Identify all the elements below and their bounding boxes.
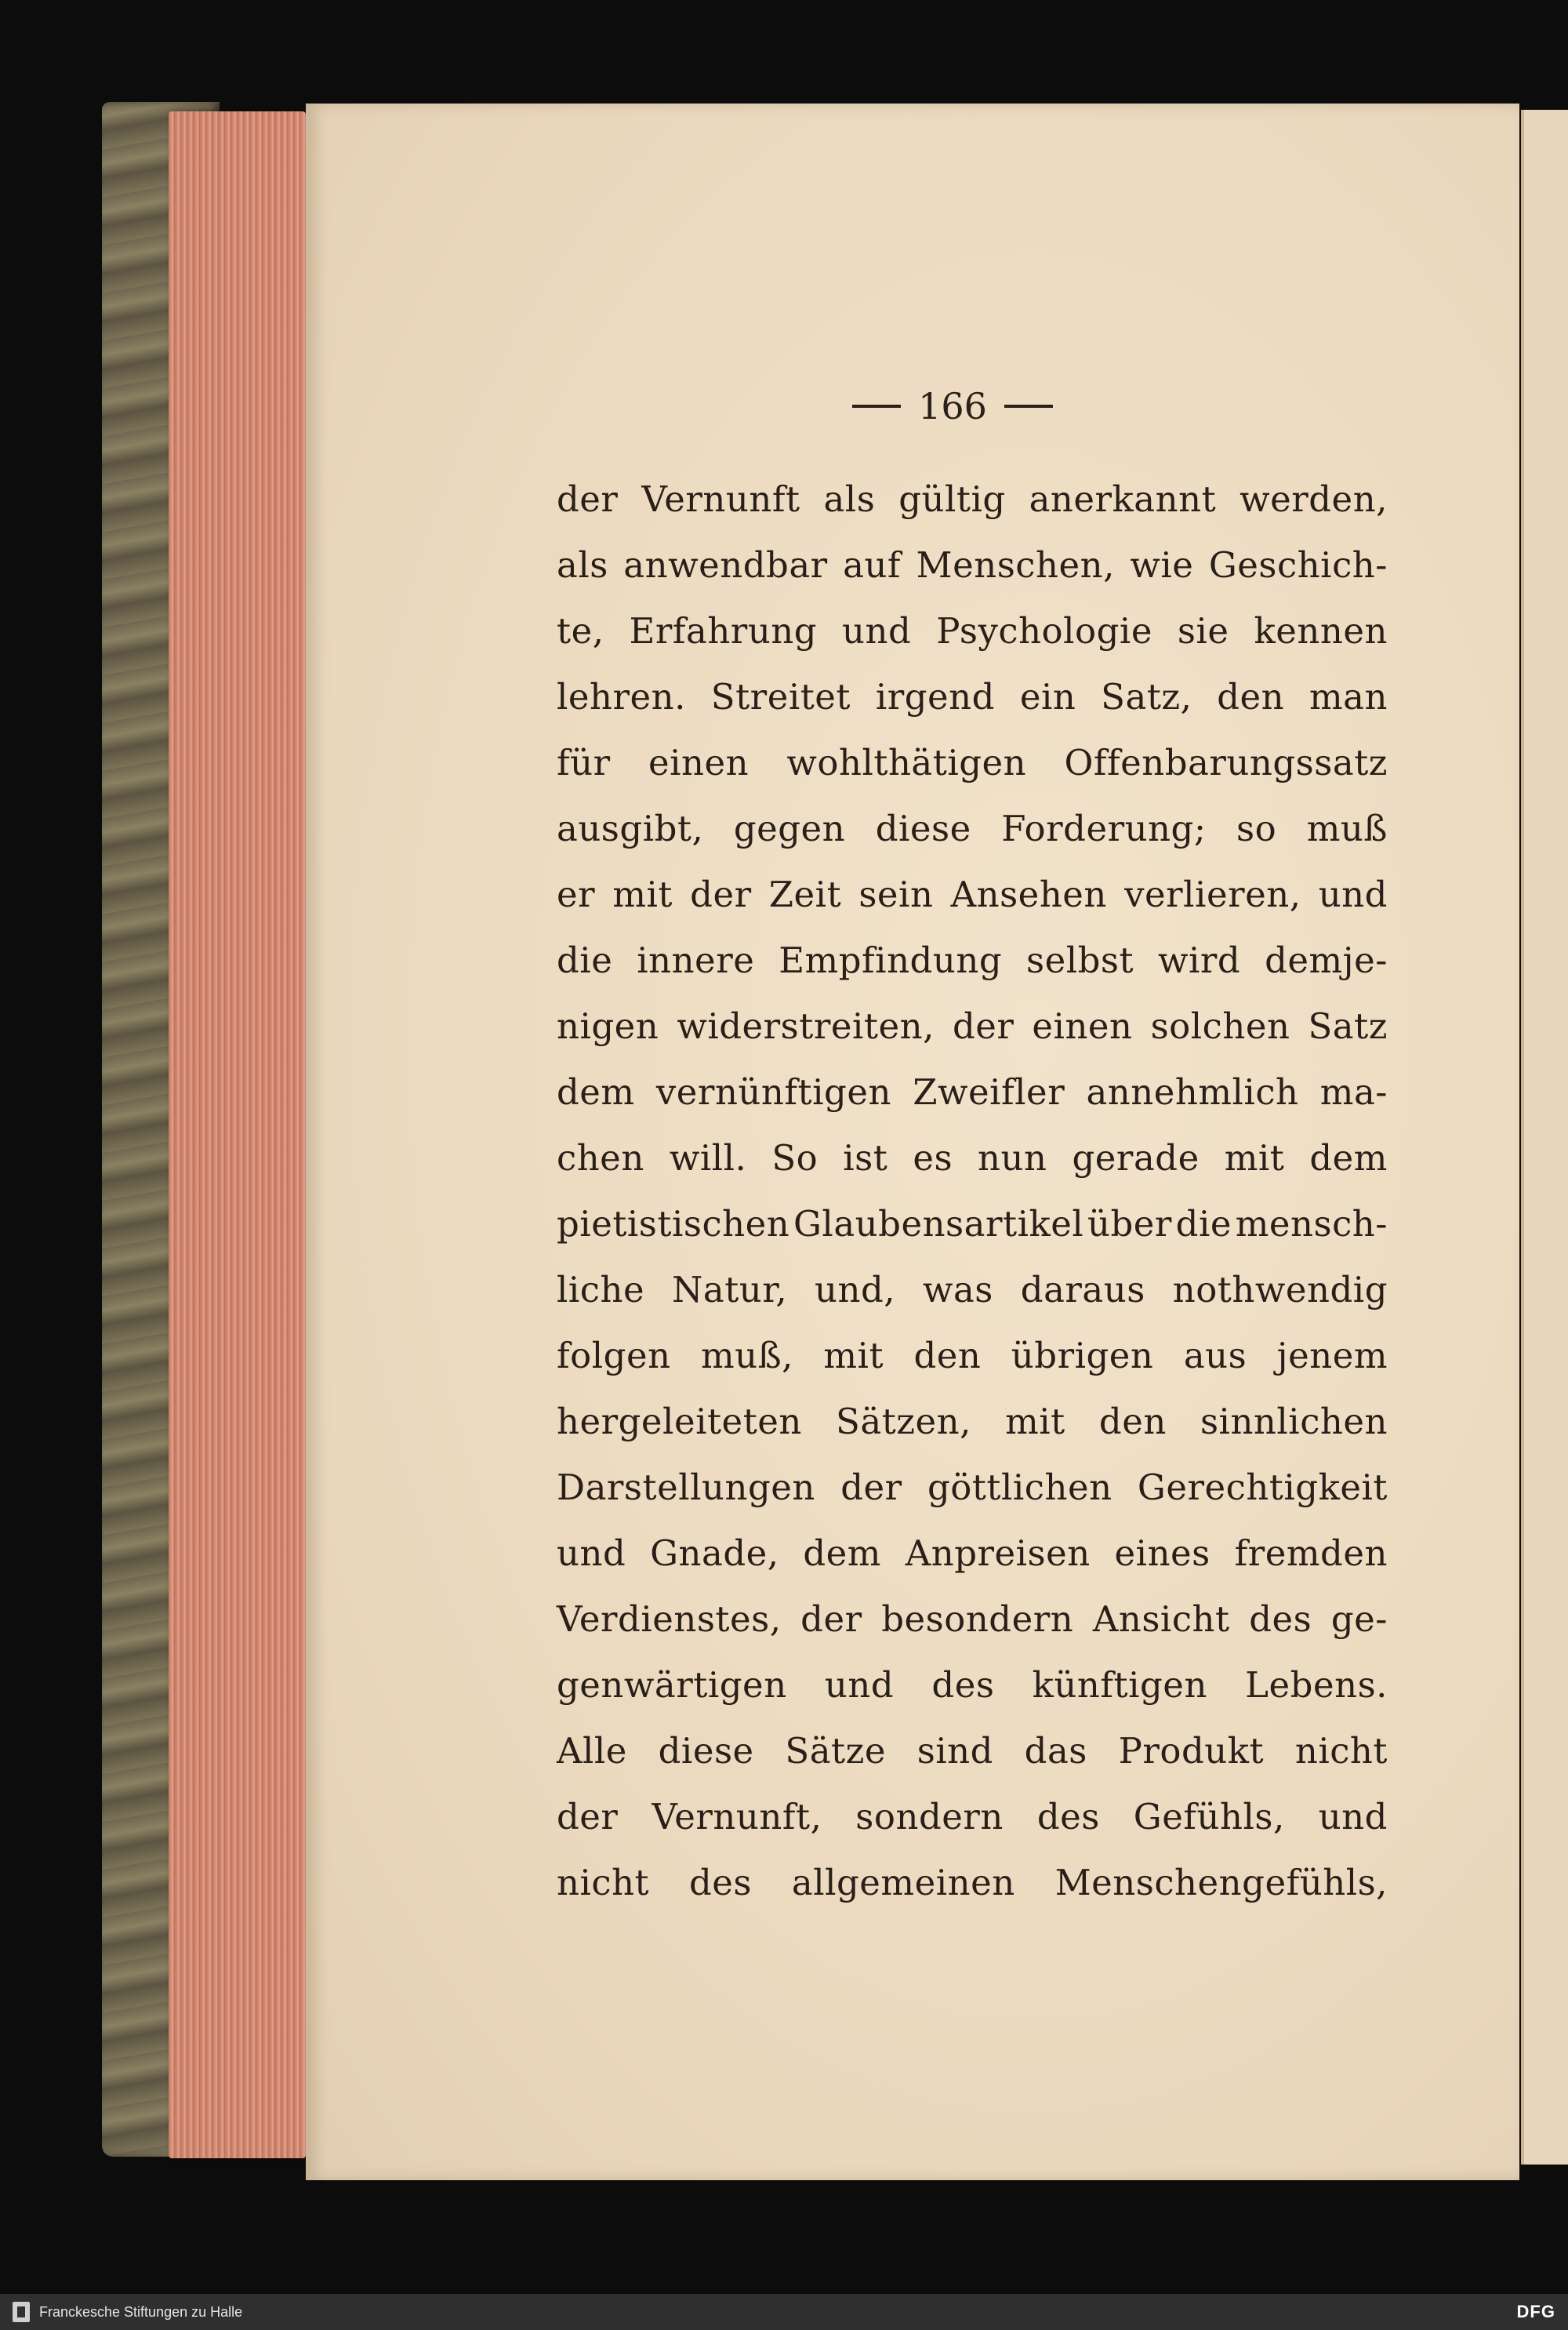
funder-logo: DFG [1516,2302,1555,2321]
word: fremden [1234,1532,1388,1574]
word: als [557,544,608,586]
text-line [557,1730,1388,1796]
word: allgemeinen [791,1862,1015,1903]
header-dash-right [1004,405,1053,408]
text-line [557,1467,1388,1532]
word: wird [1157,940,1241,981]
word: Zweifler [913,1071,1065,1113]
text-line [557,1862,1388,1928]
word: nicht [1294,1730,1388,1772]
word: ist [843,1137,888,1179]
word: und [842,610,912,652]
word: hergeleiteten [557,1401,802,1442]
word: der [557,1796,619,1837]
text-line [557,478,1388,544]
word: er [557,874,596,915]
text-line [557,1137,1388,1203]
word: muß [1306,808,1388,849]
page-edges [169,111,306,2158]
word: nicht [557,1862,650,1903]
word: ge- [1330,1598,1388,1640]
word: widerstreiten, [677,1005,935,1047]
word: den [913,1335,982,1376]
word: sondern [855,1796,1004,1837]
word: Gerechtigkeit [1137,1467,1388,1508]
word: pietistischen [557,1203,790,1245]
word: und [824,1664,895,1706]
word: ma- [1319,1071,1388,1113]
word: sinnlichen [1200,1401,1388,1442]
word: mit [1224,1137,1285,1179]
text-line [557,1598,1388,1664]
word: Sätze [785,1730,886,1772]
institution-logo-icon [13,2302,30,2322]
word: folgen [557,1335,671,1376]
word: Vernunft [641,478,800,520]
word: dem [557,1071,635,1113]
word: Offenbarungssatz [1064,742,1388,783]
word: anerkannt [1029,478,1217,520]
word: gegen [733,808,846,849]
word: der [952,1005,1014,1047]
word: Satz [1308,1005,1388,1047]
page-body-text [557,478,1388,1928]
institution-name: Franckesche Stiftungen zu Halle [39,2303,243,2320]
word: Menschen, [916,544,1115,586]
word: ausgibt, [557,808,704,849]
word: das [1024,1730,1087,1772]
word: und [557,1532,626,1574]
word: Erfahrung [629,610,818,652]
word: des [1036,1796,1100,1837]
word: übrigen [1011,1335,1154,1376]
word: der [557,478,619,520]
word: Lebens. [1245,1664,1388,1706]
word: genwärtigen [557,1664,787,1706]
word: Anpreisen [905,1532,1091,1574]
word: te, [557,610,604,652]
word: innere [637,940,755,981]
word: dem [803,1532,881,1574]
word: nothwendig [1172,1269,1388,1310]
word: jenem [1276,1335,1388,1376]
text-line [557,1335,1388,1401]
text-line [557,808,1388,874]
word: werden, [1240,478,1388,520]
word: ein [1019,676,1076,718]
word: lehren. [557,676,686,718]
word: annehmlich [1086,1071,1299,1113]
word: mensch- [1235,1203,1388,1245]
word: Streitet [710,676,851,718]
word: und [1318,1796,1388,1837]
word: nun [978,1137,1047,1179]
page-number: 166 [918,385,987,427]
text-line [557,1796,1388,1862]
word: sind [916,1730,993,1772]
word: Geschich- [1208,544,1388,586]
word: und [1318,874,1388,915]
word: kennen [1254,610,1388,652]
word: was [922,1269,993,1310]
text-line [557,1532,1388,1598]
word: Produkt [1118,1730,1265,1772]
word: solchen [1150,1005,1290,1047]
page-header [823,383,1082,430]
word: einen [648,742,750,783]
word: eines [1114,1532,1210,1574]
word: Glaubensartikel [793,1203,1084,1245]
word: diese [658,1730,754,1772]
viewer-footer [0,2294,1568,2330]
word: mit [1005,1401,1065,1442]
word: Psychologie [936,610,1152,652]
word: göttlichen [927,1467,1112,1508]
word: mit [823,1335,884,1376]
word: der [690,874,752,915]
text-line [557,676,1388,742]
word: will. [669,1137,747,1179]
header-dash-left [852,405,901,408]
text-line [557,544,1388,610]
word: vernünftigen [655,1071,891,1113]
word: nigen [557,1005,659,1047]
word: auf [843,544,902,586]
word: Menschengefühls, [1054,1862,1388,1903]
word: den [1217,676,1285,718]
text-line [557,1203,1388,1269]
word: die [557,940,613,981]
word: Alle [557,1730,627,1772]
word: daraus [1020,1269,1145,1310]
text-line [557,874,1388,940]
text-line [557,1664,1388,1730]
text-line [557,940,1388,1005]
word: als [823,478,876,520]
word: verlieren, [1124,874,1301,915]
word: der [840,1467,902,1508]
text-line [557,742,1388,808]
word: Satz, [1101,676,1192,718]
word: anwendbar [623,544,828,586]
word: wohlthätigen [786,742,1027,783]
word: sie [1177,610,1229,652]
word: den [1098,1401,1167,1442]
word: diese [875,808,971,849]
word: einen [1032,1005,1133,1047]
word: chen [557,1137,644,1179]
word: Sätzen, [836,1401,971,1442]
word: des [1249,1598,1312,1640]
word: Ansehen [950,874,1107,915]
next-page-edge [1521,110,1568,2165]
word: besondern [881,1598,1074,1640]
word: Darstellungen [557,1467,815,1508]
text-line [557,1005,1388,1071]
word: aus [1183,1335,1247,1376]
word: selbst [1026,940,1134,981]
word: es [913,1137,953,1179]
footer-institution [13,2302,242,2322]
word: so [1236,808,1277,849]
word: Ansicht [1092,1598,1230,1640]
word: Verdienstes, [557,1598,782,1640]
word: wie [1130,544,1194,586]
word: mit [612,874,673,915]
text-line [557,1071,1388,1137]
word: der [800,1598,862,1640]
word: des [689,1862,753,1903]
word: liche [557,1269,645,1310]
word: Gefühls, [1133,1796,1285,1837]
text-line [557,1269,1388,1335]
word: man [1309,676,1388,718]
word: für [557,742,611,783]
word: die [1175,1203,1232,1245]
word: irgend [875,676,995,718]
word: dem [1309,1137,1388,1179]
word: Empfindung [779,940,1003,981]
word: So [771,1137,818,1179]
word: künftigen [1032,1664,1207,1706]
word: gerade [1072,1137,1200,1179]
word: Natur, [671,1269,788,1310]
word: und, [815,1269,896,1310]
word: gültig [898,478,1006,520]
word: Gnade, [650,1532,779,1574]
word: muß, [700,1335,793,1376]
word: sein [858,874,934,915]
word: demje- [1265,940,1388,981]
word: Forderung; [1001,808,1207,849]
word: über [1087,1203,1172,1245]
word: Zeit [768,874,842,915]
text-line [557,610,1388,676]
text-line [557,1401,1388,1467]
word: des [931,1664,995,1706]
word: Vernunft, [652,1796,822,1837]
